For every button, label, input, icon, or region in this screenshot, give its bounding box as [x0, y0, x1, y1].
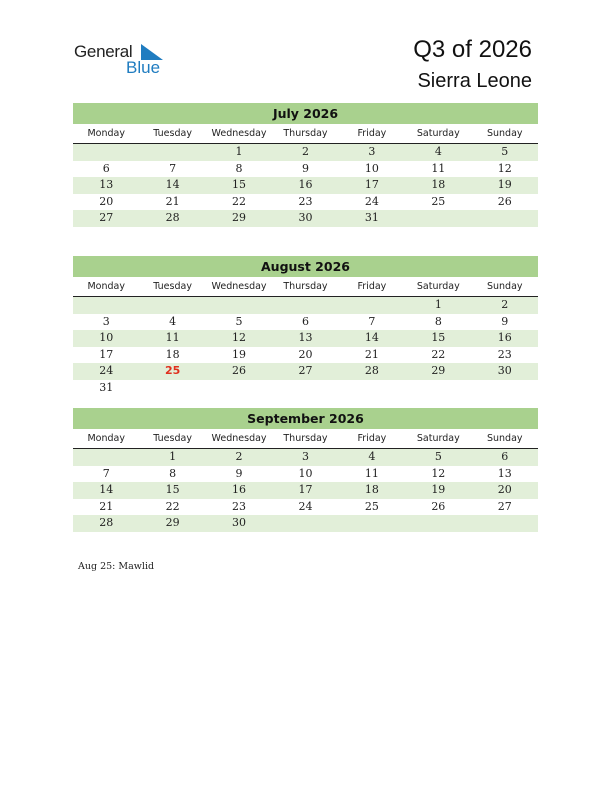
- day-cell: 14: [364, 331, 379, 344]
- logo-word-general: General: [74, 42, 133, 61]
- day-cell: 1: [169, 450, 177, 463]
- day-cell: 19: [232, 347, 247, 361]
- empty-day-cell: [339, 515, 405, 532]
- week-row: [73, 314, 538, 331]
- weekday-label: Thursday: [283, 128, 328, 139]
- day-cell: 28: [364, 364, 379, 377]
- day-cell: 10: [364, 161, 379, 175]
- day-cell: 18: [431, 178, 446, 191]
- day-cell: 24: [99, 364, 114, 377]
- day-cell: 29: [431, 364, 446, 377]
- weekday-label: Tuesday: [153, 281, 192, 292]
- day-cell: 12: [431, 466, 446, 480]
- empty-day-cell: [73, 297, 139, 314]
- day-cell: 2: [501, 298, 509, 311]
- empty-day-cell: [339, 297, 405, 314]
- day-cell: 24: [364, 194, 379, 208]
- week-row: [73, 499, 538, 516]
- empty-day-cell: [405, 380, 471, 397]
- day-cell: 8: [169, 466, 177, 480]
- day-cell: 21: [364, 347, 379, 361]
- day-cell: 5: [235, 314, 243, 328]
- page-title: Q3 of 2026: [413, 36, 532, 63]
- week-row: [73, 466, 538, 483]
- day-cell: 16: [497, 331, 512, 344]
- holiday-note: Aug 25: Mawlid: [78, 561, 155, 572]
- weekday-label: Thursday: [283, 281, 328, 292]
- day-cell: 14: [99, 483, 114, 496]
- month-calendar-september: [73, 408, 538, 532]
- empty-day-cell: [472, 515, 538, 532]
- week-row: [73, 515, 538, 532]
- day-cell: 29: [232, 211, 247, 224]
- empty-day-cell: [272, 515, 338, 532]
- day-cell: 6: [301, 314, 309, 328]
- day-cell: 16: [232, 483, 247, 496]
- day-cell: 7: [169, 161, 177, 175]
- day-cell: 20: [99, 194, 114, 208]
- day-cell: 19: [431, 483, 446, 496]
- country-name: Sierra Leone: [417, 70, 532, 92]
- brand-logo: [74, 42, 174, 78]
- day-cell: 15: [165, 483, 180, 496]
- holiday-day-cell: 25: [164, 364, 181, 377]
- day-cell: 2: [235, 450, 243, 463]
- day-cell: 3: [102, 314, 110, 328]
- day-cell: 29: [165, 516, 180, 529]
- day-cell: 4: [434, 145, 442, 158]
- weekday-label: Tuesday: [153, 433, 192, 444]
- weekday-label: Monday: [87, 433, 125, 444]
- logo-word-blue: Blue: [126, 58, 161, 77]
- day-cell: 8: [235, 161, 243, 175]
- day-cell: 27: [298, 364, 313, 377]
- day-cell: 26: [431, 499, 446, 513]
- weekday-label: Saturday: [416, 128, 460, 139]
- day-cell: 8: [434, 314, 442, 328]
- day-cell: 31: [364, 211, 379, 224]
- day-cell: 22: [431, 347, 446, 361]
- day-cell: 5: [501, 145, 509, 158]
- weekday-label: Thursday: [283, 433, 328, 444]
- day-cell: 9: [501, 314, 509, 328]
- day-cell: 2: [301, 145, 309, 158]
- day-cell: 15: [431, 331, 446, 344]
- empty-day-cell: [339, 380, 405, 397]
- day-cell: 13: [99, 178, 114, 191]
- weekday-label: Sunday: [486, 281, 523, 292]
- week-row: [73, 482, 538, 499]
- empty-day-cell: [472, 210, 538, 227]
- day-cell: 4: [368, 450, 376, 463]
- week-row: [73, 347, 538, 364]
- day-cell: 20: [298, 347, 313, 361]
- weekday-label: Saturday: [416, 281, 460, 292]
- empty-day-cell: [73, 449, 139, 466]
- day-cell: 28: [165, 211, 180, 224]
- weekday-label: Monday: [87, 128, 125, 139]
- day-cell: 23: [497, 347, 512, 361]
- day-cell: 30: [298, 211, 313, 224]
- day-cell: 22: [165, 499, 180, 513]
- weekday-label: Friday: [357, 433, 387, 444]
- day-cell: 26: [232, 364, 247, 377]
- month-title: September 2026: [73, 408, 538, 429]
- week-row: [73, 194, 538, 211]
- day-cell: 7: [368, 314, 376, 328]
- empty-day-cell: [206, 297, 272, 314]
- week-row: [73, 330, 538, 347]
- day-cell: 11: [165, 331, 180, 344]
- weekday-label: Monday: [87, 281, 125, 292]
- day-cell: 13: [298, 331, 313, 344]
- day-cell: 17: [298, 483, 313, 496]
- month-calendar-august: [73, 256, 538, 396]
- day-cell: 24: [298, 499, 313, 513]
- day-cell: 1: [235, 145, 243, 158]
- day-cell: 19: [497, 178, 512, 191]
- day-cell: 27: [99, 211, 114, 224]
- week-row: [73, 210, 538, 227]
- weekday-label: Wednesday: [211, 433, 267, 444]
- weekday-label: Friday: [357, 281, 387, 292]
- day-cell: 5: [434, 450, 442, 463]
- day-cell: 9: [301, 161, 309, 175]
- weekday-label: Wednesday: [211, 128, 267, 139]
- day-cell: 13: [497, 466, 512, 480]
- day-cell: 9: [235, 466, 243, 480]
- day-cell: 30: [232, 516, 247, 529]
- week-row: [73, 380, 538, 397]
- day-cell: 30: [497, 364, 512, 377]
- day-cell: 6: [102, 161, 110, 175]
- day-cell: 16: [298, 178, 313, 191]
- day-cell: 27: [497, 499, 512, 513]
- day-cell: 12: [232, 331, 247, 344]
- empty-day-cell: [272, 380, 338, 397]
- empty-day-cell: [272, 297, 338, 314]
- day-cell: 18: [165, 347, 180, 361]
- day-cell: 14: [165, 178, 180, 191]
- day-cell: 7: [102, 466, 110, 480]
- day-cell: 28: [99, 516, 114, 529]
- day-cell: 12: [497, 161, 512, 175]
- day-cell: 6: [501, 450, 509, 463]
- day-cell: 25: [364, 499, 379, 513]
- day-cell: 10: [298, 466, 313, 480]
- day-cell: 18: [364, 483, 379, 496]
- empty-day-cell: [139, 297, 205, 314]
- day-cell: 23: [232, 499, 247, 513]
- weekday-label: Friday: [357, 128, 387, 139]
- day-cell: 31: [99, 380, 114, 394]
- day-cell: 21: [99, 499, 114, 513]
- day-cell: 10: [99, 331, 114, 344]
- empty-day-cell: [405, 515, 471, 532]
- weekday-header-row: [73, 430, 538, 449]
- month-title: August 2026: [73, 256, 538, 277]
- empty-day-cell: [139, 380, 205, 397]
- empty-day-cell: [73, 144, 139, 161]
- day-cell: 15: [232, 178, 247, 191]
- week-row: [73, 144, 538, 161]
- empty-day-cell: [206, 380, 272, 397]
- day-cell: 22: [232, 194, 247, 208]
- month-title: July 2026: [73, 103, 538, 124]
- day-cell: 17: [99, 347, 114, 361]
- day-cell: 23: [298, 194, 313, 208]
- month-calendar-july: [73, 103, 538, 227]
- empty-day-cell: [472, 380, 538, 397]
- day-cell: 20: [497, 483, 512, 496]
- week-row: [73, 297, 538, 314]
- day-cell: 11: [364, 466, 379, 480]
- week-row: [73, 161, 538, 178]
- weekday-header-row: [73, 278, 538, 297]
- day-cell: 1: [434, 298, 442, 311]
- empty-day-cell: [405, 210, 471, 227]
- day-cell: 17: [364, 178, 379, 191]
- weekday-label: Tuesday: [153, 128, 192, 139]
- weekday-label: Saturday: [416, 433, 460, 444]
- day-cell: 11: [431, 161, 446, 175]
- empty-day-cell: [139, 144, 205, 161]
- week-row: [73, 177, 538, 194]
- week-row: [73, 449, 538, 466]
- day-cell: 3: [368, 145, 376, 158]
- weekday-label: Sunday: [486, 433, 523, 444]
- day-cell: 25: [431, 194, 446, 208]
- week-row: [73, 363, 538, 380]
- weekday-label: Wednesday: [211, 281, 267, 292]
- day-cell: 26: [497, 194, 512, 208]
- day-cell: 4: [169, 314, 177, 328]
- weekday-header-row: [73, 125, 538, 144]
- day-cell: 21: [165, 194, 180, 208]
- weekday-label: Sunday: [486, 128, 523, 139]
- day-cell: 3: [301, 450, 309, 463]
